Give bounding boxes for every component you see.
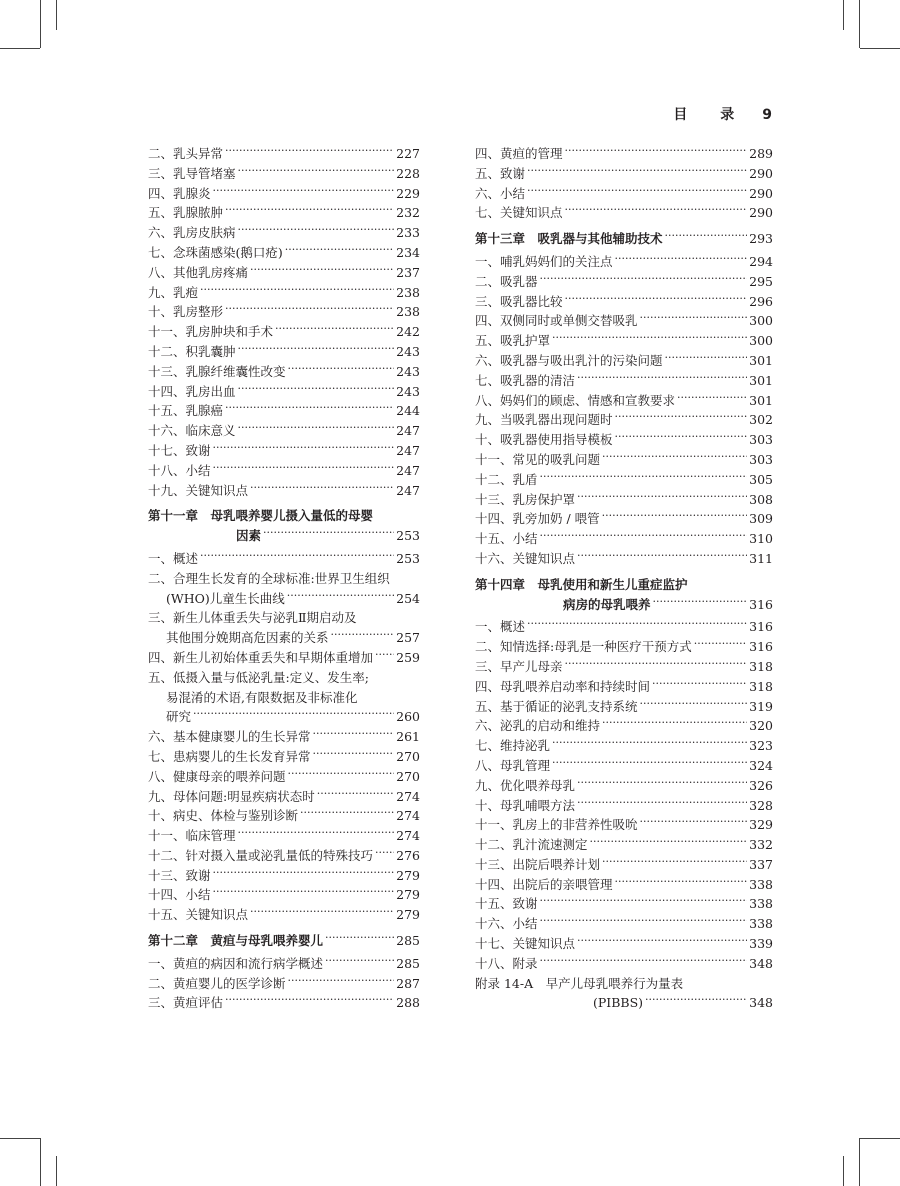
toc-page-number: 243 <box>396 363 420 379</box>
crop-mark <box>0 48 40 49</box>
toc-entry-title: 十四、乳旁加奶 / 喂管 <box>475 511 600 527</box>
crop-mark <box>56 0 57 30</box>
dot-leader <box>200 279 394 299</box>
toc-entry-title: 十九、关键知识点 <box>148 482 249 498</box>
toc-page-number: 279 <box>396 887 420 903</box>
toc-page-number: 323 <box>749 738 773 754</box>
toc-page-number: 296 <box>749 293 773 309</box>
dot-leader <box>615 406 748 426</box>
toc-entry-title: 四、黄疸的管理 <box>475 146 563 161</box>
toc-entry-title: 十、病史、体检与鉴别诊断 <box>148 808 299 824</box>
toc-entry-title: 九、优化喂养母乳 <box>475 777 576 793</box>
toc-page-number: 301 <box>749 372 773 388</box>
toc-entry[interactable] <box>148 668 420 727</box>
toc-entry-title: 一、哺乳妈妈们的关注点 <box>475 253 613 269</box>
toc-page-number: 270 <box>396 748 420 764</box>
dot-leader <box>325 927 394 947</box>
toc-entry-title: 六、泌乳的启动和维持 <box>475 718 601 734</box>
toc-entry-title: 五、乳腺脓肿 <box>148 205 224 221</box>
toc-page-number: 348 <box>749 955 773 971</box>
toc-entry-line <box>148 549 420 569</box>
toc-page-number: 301 <box>749 392 773 408</box>
toc-page-number: 234 <box>396 244 420 260</box>
toc-entry[interactable] <box>475 549 773 569</box>
toc-entry-title: 第十四章 母乳使用和新生儿重症监护 <box>475 576 688 592</box>
toc-entry-title: 七、维持泌乳 <box>475 738 551 754</box>
toc-entry-title: 十五、关键知识点 <box>148 907 249 923</box>
dot-leader <box>238 338 395 358</box>
dot-leader <box>665 347 748 367</box>
toc-chapter-heading[interactable] <box>475 229 773 249</box>
toc-page-number: 229 <box>396 185 420 201</box>
dot-leader <box>250 477 394 497</box>
toc-page-number: 308 <box>749 491 773 507</box>
toc-entry-title: 五、低摄入量与低泌乳量:定义、发生率; <box>148 669 369 685</box>
toc-page-number: 233 <box>396 225 420 241</box>
crop-mark <box>56 1156 57 1186</box>
dot-leader <box>615 248 748 268</box>
toc-entry-title: 病房的母乳喂养 <box>563 596 651 612</box>
dot-leader <box>213 437 395 457</box>
crop-mark <box>843 1156 844 1186</box>
toc-entry-title: 五、致谢 <box>475 165 526 181</box>
dot-leader <box>615 426 748 446</box>
toc-page-number: 316 <box>749 596 773 612</box>
toc-entry-title: 十二、针对摄入量或泌乳量低的特殊技巧 <box>148 847 374 863</box>
toc-page-number: 326 <box>749 777 773 793</box>
toc-entry-line <box>148 526 420 546</box>
toc-entry-title: (PIBBS) <box>593 995 644 1011</box>
toc-chapter-heading[interactable] <box>148 931 420 951</box>
toc-entry-title: 十、吸乳器使用指导模板 <box>475 432 613 448</box>
dot-leader <box>640 811 748 831</box>
running-header <box>673 104 772 124</box>
toc-entry-title: 十六、小结 <box>475 916 538 932</box>
dot-leader <box>602 446 747 466</box>
toc-page-number: 348 <box>749 995 773 1011</box>
toc-entry-title: 十七、致谢 <box>148 442 211 458</box>
crop-mark <box>0 1138 40 1139</box>
crop-mark <box>860 1138 900 1139</box>
toc-entry-title: 五、基于循证的泌乳支持系统 <box>475 698 638 714</box>
toc-entry-title: 三、早产儿母亲 <box>475 658 563 674</box>
toc-entry-title: 十一、常见的吸乳问题 <box>475 451 601 467</box>
toc-entry-title: 十三、致谢 <box>148 867 211 883</box>
toc-page-number: 303 <box>749 432 773 448</box>
dot-leader <box>225 199 394 219</box>
toc-entry-title: 六、基本健康婴儿的生长异常 <box>148 729 311 745</box>
dot-leader <box>665 225 748 245</box>
toc-entry-line <box>475 595 773 615</box>
dot-leader <box>288 970 395 990</box>
toc-page-number: 274 <box>396 788 420 804</box>
crop-mark <box>843 0 844 30</box>
toc-page-number: 261 <box>396 729 420 745</box>
dot-leader <box>540 890 748 910</box>
toc-entry-title: 八、健康母亲的喂养问题 <box>148 768 286 784</box>
toc-entry-title: 二、知情选择:母乳是一种医疗干预方式 <box>475 639 692 655</box>
dot-leader <box>602 505 747 525</box>
dot-leader <box>577 486 747 506</box>
toc-page-number: 260 <box>396 709 420 725</box>
toc-page-number: 243 <box>396 343 420 359</box>
dot-leader <box>577 792 747 812</box>
dot-leader <box>375 644 394 664</box>
dot-leader <box>238 822 395 842</box>
toc-entry-title: 十六、关键知识点 <box>475 550 576 566</box>
toc-page-number: 339 <box>749 936 773 952</box>
toc-entry-title: 一、概述 <box>475 619 526 635</box>
toc-page-number: 293 <box>749 231 773 247</box>
toc-entry-title: 八、其他乳房疼痛 <box>148 264 249 280</box>
toc-entry-title: 一、黄疸的病因和流行病学概述 <box>148 955 324 971</box>
toc-chapter-heading[interactable] <box>148 506 420 546</box>
dot-leader <box>288 358 395 378</box>
toc-page-number: 237 <box>396 264 420 280</box>
toc-entry-title: 九、母体问题:明显疾病状态时 <box>148 788 315 804</box>
toc-entry-line <box>148 481 420 501</box>
toc-page-number: 337 <box>749 856 773 872</box>
toc-entry-line <box>148 993 420 1013</box>
dot-leader <box>552 732 747 752</box>
dot-leader <box>313 743 395 763</box>
dot-leader <box>527 160 747 180</box>
dot-leader <box>331 624 395 644</box>
dot-leader <box>577 545 747 565</box>
toc-page-number: 290 <box>749 185 773 201</box>
crop-mark <box>859 1138 860 1186</box>
toc-entry-line <box>148 668 420 688</box>
toc-page-number: 324 <box>749 757 773 773</box>
toc-entry-title: 二、吸乳器 <box>475 273 538 289</box>
toc-entry-title: 十一、乳房上的非营养性吸吮 <box>475 817 638 833</box>
toc-entry-title: 二、乳头异常 <box>148 146 224 161</box>
dot-leader <box>640 693 748 713</box>
dot-leader <box>540 268 748 288</box>
toc-page-number: 328 <box>749 797 773 813</box>
toc-entry-title: 四、乳腺炎 <box>148 185 211 201</box>
toc-page-number: 294 <box>749 253 773 269</box>
toc-page-number: 247 <box>396 442 420 458</box>
toc-entry-title: 六、乳房皮肤病 <box>148 225 236 241</box>
toc-page-number: 305 <box>749 471 773 487</box>
toc-entry-title: 四、双侧同时或单侧交替吸乳 <box>475 313 638 329</box>
dot-leader <box>213 457 395 477</box>
toc-entry-title: 易混淆的术语,有限数据及非标准化 <box>166 689 358 705</box>
toc-entry-title: 十五、乳腺癌 <box>148 403 224 419</box>
dot-leader <box>288 763 395 783</box>
toc-page-number: 232 <box>396 205 420 221</box>
toc-entry-title: 十四、小结 <box>148 887 211 903</box>
dot-leader <box>238 378 395 398</box>
dot-leader <box>375 842 394 862</box>
toc-entry-line <box>148 905 420 925</box>
toc-page-number: 302 <box>749 412 773 428</box>
dot-leader <box>300 802 394 822</box>
toc-page-number: 309 <box>749 511 773 527</box>
toc-entry-title: 十三、出院后喂养计划 <box>475 856 601 872</box>
dot-leader <box>540 525 748 545</box>
dot-leader <box>565 199 748 219</box>
toc-page-number: 276 <box>396 847 420 863</box>
toc-page-number: 253 <box>396 528 420 544</box>
toc-entry-title: 九、当吸乳器出现问题时 <box>475 412 613 428</box>
toc-entry-title: 六、吸乳器与吸出乳汁的污染问题 <box>475 352 663 368</box>
dot-leader <box>225 140 394 160</box>
toc-page-number: 338 <box>749 876 773 892</box>
toc-entry-title: 十一、乳房肿块和手术 <box>148 324 274 340</box>
toc-entry-title: 三、吸乳器比较 <box>475 293 563 309</box>
toc-page-number: 247 <box>396 482 420 498</box>
dot-leader <box>527 180 747 200</box>
toc-entry-title: 二、黄疸婴儿的医学诊断 <box>148 975 286 991</box>
toc-page-number: 243 <box>396 383 420 399</box>
toc-entry-line <box>475 229 773 249</box>
toc-page-number: 274 <box>396 828 420 844</box>
dot-leader <box>590 831 748 851</box>
toc-entry[interactable] <box>475 203 773 223</box>
dot-leader <box>694 633 747 653</box>
toc-page-number: 253 <box>396 550 420 566</box>
dot-leader <box>193 703 394 723</box>
toc-page-number: 279 <box>396 907 420 923</box>
dot-leader <box>615 871 748 891</box>
toc-entry-title: 十、母乳哺喂方法 <box>475 797 576 813</box>
toc-page-number: 316 <box>749 619 773 635</box>
crop-mark <box>40 0 41 48</box>
dot-leader <box>552 752 747 772</box>
toc-entry-line <box>475 993 773 1013</box>
toc-entry-title: 因素 <box>236 528 262 544</box>
toc-page-number: 242 <box>396 324 420 340</box>
toc-entry[interactable] <box>148 905 420 925</box>
toc-page-number: 228 <box>396 165 420 181</box>
dot-leader <box>653 591 748 611</box>
toc-entry-title: 五、吸乳护罩 <box>475 333 551 349</box>
dot-leader <box>213 881 395 901</box>
dot-leader <box>225 989 394 1009</box>
toc-entry[interactable] <box>148 569 420 609</box>
dot-leader <box>602 712 747 732</box>
dot-leader <box>640 307 748 327</box>
toc-entry-title: 三、乳导管堵塞 <box>148 165 236 181</box>
dot-leader <box>225 298 394 318</box>
toc-page-number: 295 <box>749 273 773 289</box>
dot-leader <box>213 862 395 882</box>
dot-leader <box>565 140 748 160</box>
toc-entry-title: 十四、乳房出血 <box>148 383 236 399</box>
toc-page-number: 285 <box>396 955 420 971</box>
dot-leader <box>552 327 747 347</box>
toc-entry-line <box>475 954 773 974</box>
toc-page-number: 318 <box>749 658 773 674</box>
toc-entry-title: 六、小结 <box>475 185 526 201</box>
dot-leader <box>313 723 395 743</box>
toc-entry-title: 八、母乳管理 <box>475 757 551 773</box>
toc-entry[interactable] <box>475 954 773 974</box>
toc-page-number: 288 <box>396 995 420 1011</box>
toc-entry-title: 十五、致谢 <box>475 896 538 912</box>
toc-page-number: 320 <box>749 718 773 734</box>
toc-entry-title: 十八、小结 <box>148 462 211 478</box>
dot-leader <box>677 387 747 407</box>
dot-leader <box>238 219 395 239</box>
toc-entry-title: 十、乳房整形 <box>148 304 224 320</box>
toc-page-number: 301 <box>749 352 773 368</box>
toc-entry-title: 第十三章 吸乳器与其他辅助技术 <box>475 231 663 247</box>
toc-page-number: 290 <box>749 165 773 181</box>
dot-leader <box>238 417 395 437</box>
dot-leader <box>540 950 748 970</box>
toc-page-number: 259 <box>396 649 420 665</box>
toc-entry-line <box>148 648 420 668</box>
toc-page-number: 329 <box>749 817 773 833</box>
dot-leader <box>325 950 394 970</box>
toc-page-number: 318 <box>749 678 773 694</box>
dot-leader <box>540 466 748 486</box>
dot-leader <box>652 673 747 693</box>
toc-page-number: 300 <box>749 313 773 329</box>
toc-right-column <box>475 144 773 1013</box>
crop-mark <box>860 48 900 49</box>
toc-entry-title: 七、念珠菌感染(鹅口疮) <box>148 244 283 260</box>
toc-entry-title: 九、乳疱 <box>148 284 199 300</box>
crop-mark <box>40 1138 41 1186</box>
crop-mark <box>859 0 860 48</box>
toc-entry-title: 三、新生儿体重丢失与泌乳Ⅱ期启动及 <box>148 610 357 626</box>
header-title: 目 录 <box>673 107 749 123</box>
toc-entry-title: 七、吸乳器的清洁 <box>475 372 576 388</box>
toc-entry-title: 其他围分娩期高危因素的关系 <box>166 630 329 646</box>
toc-entry[interactable] <box>148 993 420 1013</box>
toc-entry[interactable] <box>148 549 420 569</box>
toc-appendix-entry[interactable] <box>475 974 773 1014</box>
toc-page-number: 254 <box>396 590 420 606</box>
toc-entry-title: 十五、小结 <box>475 531 538 547</box>
toc-entry-title: 四、新生儿初始体重丢失和早期体重增加 <box>148 649 374 665</box>
toc-page-number: 274 <box>396 808 420 824</box>
toc-entry-title: 第十一章 母乳喂养婴儿摄入量低的母婴 <box>148 508 374 524</box>
toc-page-number: 227 <box>396 146 420 161</box>
dot-leader <box>263 522 394 542</box>
toc-entry-line <box>148 589 420 609</box>
dot-leader <box>213 180 395 200</box>
toc-page-number: 300 <box>749 333 773 349</box>
dot-leader <box>577 930 747 950</box>
toc-page-number: 244 <box>396 403 420 419</box>
toc-chapter-heading[interactable] <box>475 575 773 615</box>
toc-entry-title: 十二、乳汁流速测定 <box>475 837 588 853</box>
dot-leader <box>645 989 747 1009</box>
header-page-number: 9 <box>762 107 772 123</box>
dot-leader <box>602 851 747 871</box>
toc-entry-line <box>475 203 773 223</box>
toc-left-column <box>148 144 420 1013</box>
toc-page-number: 257 <box>396 630 420 646</box>
toc-entry[interactable] <box>148 648 420 668</box>
toc-entry-title: 十八、附录 <box>475 955 538 971</box>
dot-leader <box>565 653 748 673</box>
toc-entry-title: 十二、积乳囊肿 <box>148 343 236 359</box>
toc-entry-title: 一、概述 <box>148 550 199 566</box>
dot-leader <box>285 239 394 259</box>
toc-page-number: 316 <box>749 639 773 655</box>
toc-entry-title: 十三、乳房保护罩 <box>475 491 576 507</box>
dot-leader <box>577 772 747 792</box>
toc-entry-title: 研究 <box>166 709 192 725</box>
dot-leader <box>287 585 394 605</box>
toc-entry-title: (WHO)儿童生长曲线 <box>166 590 285 606</box>
toc-page-number: 238 <box>396 304 420 320</box>
toc-page-number: 247 <box>396 423 420 439</box>
toc-entry-line <box>475 549 773 569</box>
toc-entry-title: 十七、关键知识点 <box>475 936 576 952</box>
toc-entry[interactable] <box>148 608 420 648</box>
dot-leader <box>250 259 394 279</box>
toc-entry-title: 四、母乳喂养启动率和持续时间 <box>475 678 651 694</box>
dot-leader <box>527 613 747 633</box>
dot-leader <box>200 545 394 565</box>
dot-leader <box>275 318 394 338</box>
toc-entry-title: 附录 14-A 早产儿母乳喂养行为量表 <box>475 975 684 991</box>
dot-leader <box>317 783 394 803</box>
toc-entry-title: 十六、临床意义 <box>148 423 236 439</box>
toc-page-number: 238 <box>396 284 420 300</box>
toc-entry-title: 三、黄疸评估 <box>148 995 224 1011</box>
toc-page-number: 310 <box>749 531 773 547</box>
dot-leader <box>238 160 395 180</box>
dot-leader <box>225 397 394 417</box>
toc-page-number: 289 <box>749 146 773 161</box>
dot-leader <box>565 288 748 308</box>
toc-page-number: 319 <box>749 698 773 714</box>
toc-page-number: 311 <box>749 550 773 566</box>
toc-page-number: 285 <box>396 933 420 949</box>
dot-leader <box>577 367 747 387</box>
toc-entry-title: 七、患病婴儿的生长发育异常 <box>148 748 311 764</box>
toc-page-number: 247 <box>396 462 420 478</box>
toc-page-number: 290 <box>749 205 773 221</box>
toc-entry-title: 七、关键知识点 <box>475 205 563 221</box>
toc-page-number: 303 <box>749 451 773 467</box>
toc-page-number: 287 <box>396 975 420 991</box>
dot-leader <box>250 901 394 921</box>
toc-entry-line <box>148 931 420 951</box>
toc-entry-title: 第十二章 黄疸与母乳喂养婴儿 <box>148 933 324 949</box>
toc-entry-title: 十二、乳盾 <box>475 471 538 487</box>
toc-page-number: 338 <box>749 916 773 932</box>
toc-entry-title: 八、妈妈们的顾虑、情感和宣教要求 <box>475 392 676 408</box>
dot-leader <box>540 910 748 930</box>
toc-page-number: 270 <box>396 768 420 784</box>
toc-entry-title: 十四、出院后的亲喂管理 <box>475 876 613 892</box>
toc-entry-title: 十一、临床管理 <box>148 828 236 844</box>
toc-entry-title: 二、合理生长发育的全球标准:世界卫生组织 <box>148 570 390 586</box>
toc-page-number: 332 <box>749 837 773 853</box>
toc-page-number: 279 <box>396 867 420 883</box>
toc-page-number: 338 <box>749 896 773 912</box>
toc-entry[interactable] <box>148 481 420 501</box>
toc-entry-title: 十三、乳腺纤维囊性改变 <box>148 363 286 379</box>
